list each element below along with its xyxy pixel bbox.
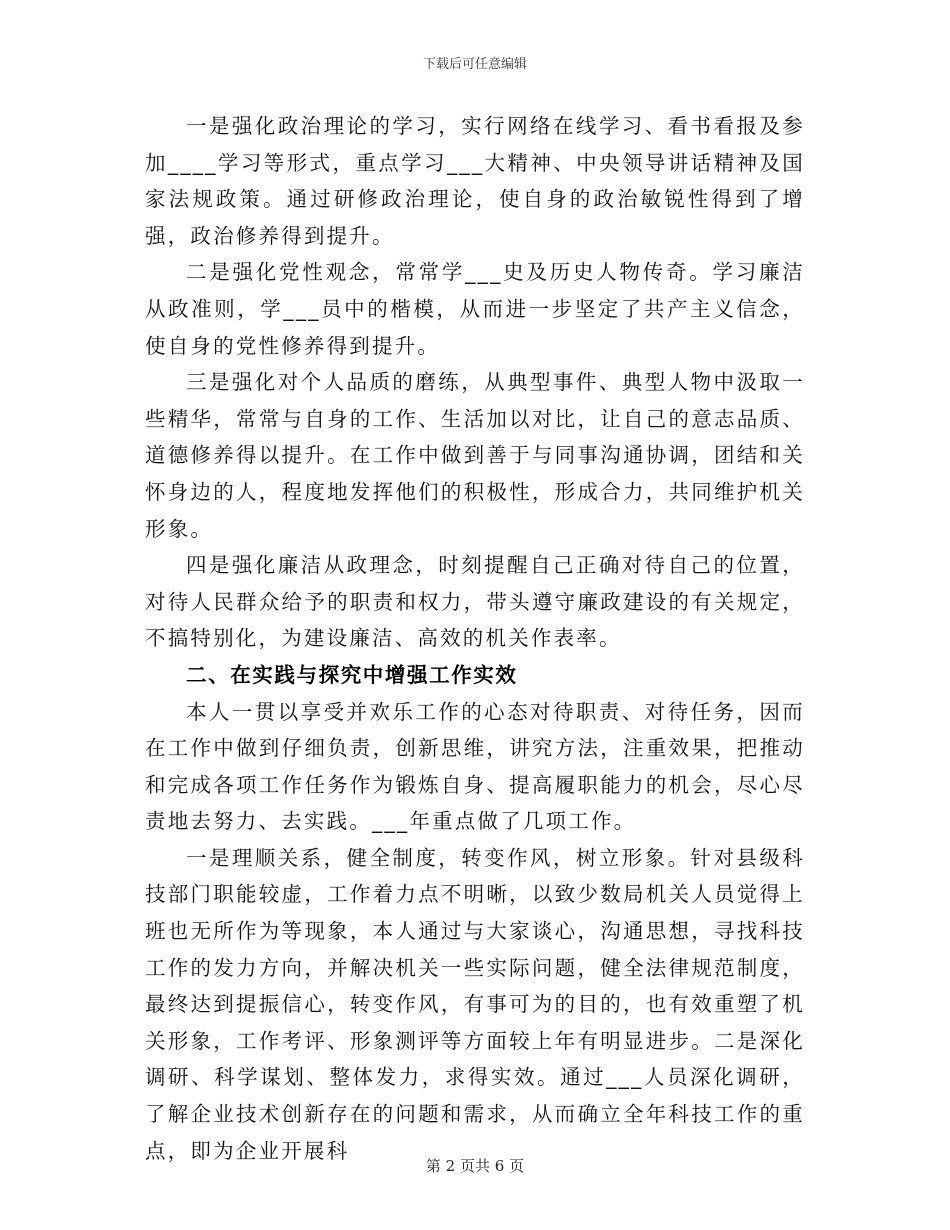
paragraph: 四是强化廉洁从政理念，时刻提醒自己正确对待自己的位置，对待人民群众给予的职责和权力，带头遵守廉政建设的有关规定，不搞特别化，为建设廉洁、高效的机关作表率。 <box>145 553 805 651</box>
page-footer: 第 2 页共 6 页 <box>425 1157 525 1175</box>
paragraph: 本人一贯以享受并欢乐工作的心态对待职责、对待任务，因而在工作中做到仔细负责，创新思维，讲究方法，注重效果，把推动和完成各项工作任务作为锻炼自身、提高履职能力的机会，尽心尽责地去努力、去实践。___年重点做了几项工作。 <box>145 699 805 834</box>
paragraph: 三是强化对个人品质的磨练，从典型事件、典型人物中汲取一些精华，常常与自身的工作、生活加以对比，让自己的意志品质、道德修养得以提升。在工作中做到善于与同事沟通协调，团结和关怀身边的人，程度地发挥他们的积极性，形成合力，共同维护机关形象。 <box>145 370 805 541</box>
section-heading: 二、在实践与探究中增强工作实效 <box>186 662 518 687</box>
paragraph: 一是强化政治理论的学习，实行网络在线学习、看书看报及参加____学习等形式，重点学习___大精神、中央领导讲话精神及国家法规政策。通过研修政治理论，使自身的政治敏锐性得到了增强，政治修养得到提升。 <box>145 114 805 248</box>
paragraph: 一是理顺关系，健全制度，转变作风，树立形象。针对县级科技部门职能较虚，工作着力点不明晰，以致少数局机关人员觉得上班也无所作为等现象，本人通过与大家谈心，沟通思想，寻找科技工作的发力方向，并解决机关一些实际问题，健全法律规范制度，最终达到提振信心，转变作风，有事可为的目的，也有效重塑了机关形象，工作考评、形象测评等方面较上年有明显进步。二是深化调研、科学谋划、整体发力，求得实效。通过___人员深化调研，了解企业技术创新存在的问题和需求，从而确立全年科技工作的重点，即为企业开展科 <box>145 845 805 1163</box>
page-header: 下载后可任意编辑 <box>422 57 527 72</box>
paragraph: 二是强化党性观念，常常学___史及历史人物传奇。学习廉洁从政准则，学___员中的楷模，从而进一步坚定了共产主义信念，使自身的党性修养得到提升。 <box>145 260 805 358</box>
document-body <box>145 108 805 1169</box>
